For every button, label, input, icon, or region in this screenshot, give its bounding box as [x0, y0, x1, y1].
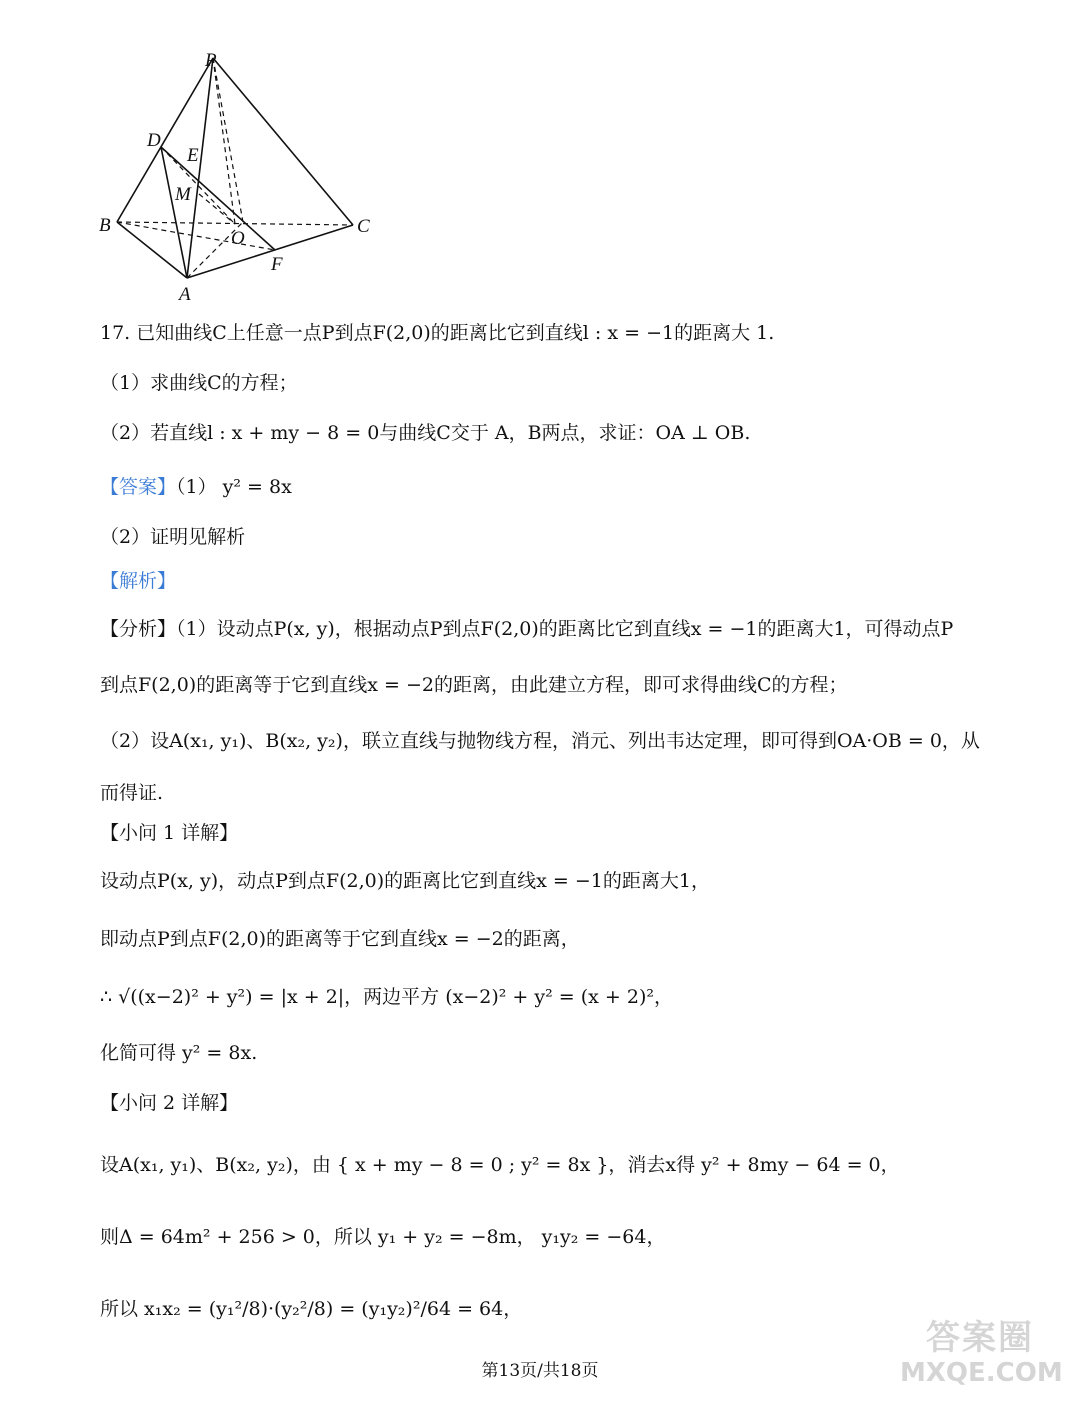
- part-2-heading: 【小问 2 详解】: [100, 1092, 239, 1114]
- problem-17-statement: 17. 已知曲线C上任意一点P到点F(2,0)的距离比它到直线l : x = −1的距离大 1.: [100, 322, 775, 344]
- watermark-logo: [900, 1318, 1063, 1388]
- label-P: P: [205, 50, 217, 71]
- page-footer: 第13页/共18页: [481, 1361, 599, 1381]
- problem-part-2: （2）若直线l : x + my − 8 = 0与曲线C交于 A，B两点，求证：OA ⊥ OB.: [100, 422, 751, 444]
- analysis-heading: 【解析】: [100, 570, 177, 592]
- analysis-line-2: 到点F(2,0)的距离等于它到直线x = −2的距离，由此建立方程，即可求得曲线C的方程；: [100, 674, 848, 696]
- watermark-top: 答案圈: [926, 1318, 1034, 1358]
- label-A: A: [179, 284, 191, 305]
- label-B: B: [99, 215, 111, 236]
- part-1-line-4: 化简可得 y² = 8x.: [100, 1042, 258, 1064]
- part-2-line-3: 所以 x₁x₂ = (y₁²/8)·(y₂²/8) = (y₁y₂)²/64 = 64，: [100, 1298, 523, 1320]
- analysis-line-3: （2）设A(x₁, y₁)、B(x₂, y₂)，联立直线与抛物线方程，消元、列出韦达定理，即可得到OA·OB = 0，从: [100, 730, 980, 752]
- pyramid-figure: [95, 48, 385, 308]
- part-1-line-2: 即动点P到点F(2,0)的距离等于它到直线x = −2的距离，: [100, 928, 580, 950]
- part-2-line-1: 设A(x₁, y₁)、B(x₂, y₂)，由 { x + my − 8 = 0 ; y² = 8x }，消去x得 y² + 8my − 64 = 0，: [100, 1154, 900, 1176]
- watermark-bottom: MXQE.COM: [900, 1358, 1063, 1388]
- analysis-line-4: 而得证.: [100, 782, 164, 804]
- answer-part-2: （2）证明见解析: [100, 526, 246, 548]
- part-1-heading: 【小问 1 详解】: [100, 822, 239, 844]
- part-1-line-1: 设动点P(x, y)，动点P到点F(2,0)的距离比它到直线x = −1的距离大1，: [100, 870, 710, 892]
- label-O: O: [231, 228, 245, 249]
- part-2-line-2: 则Δ = 64m² + 256 > 0，所以 y₁ + y₂ = −8m， y₁y₂ = −64，: [100, 1226, 666, 1248]
- part-1-line-3: ∴ √((x−2)² + y²) = |x + 2|，两边平方 (x−2)² + y² = (x + 2)²，: [100, 986, 673, 1008]
- label-E: E: [187, 145, 199, 166]
- label-F: F: [271, 254, 283, 275]
- label-D: D: [147, 130, 161, 151]
- label-M: M: [175, 184, 191, 205]
- label-C: C: [357, 216, 370, 237]
- problem-part-1: （1）求曲线C的方程；: [100, 372, 298, 394]
- analysis-line-1: 【分析】（1）设动点P(x, y)，根据动点P到点F(2,0)的距离比它到直线x = −1的距离大1，可得动点P: [100, 618, 954, 640]
- pyramid-diagram: [95, 48, 385, 308]
- answer-tag: 【答案】: [100, 476, 177, 498]
- answer-line: 【答案】（1） y² = 8x: [100, 476, 292, 498]
